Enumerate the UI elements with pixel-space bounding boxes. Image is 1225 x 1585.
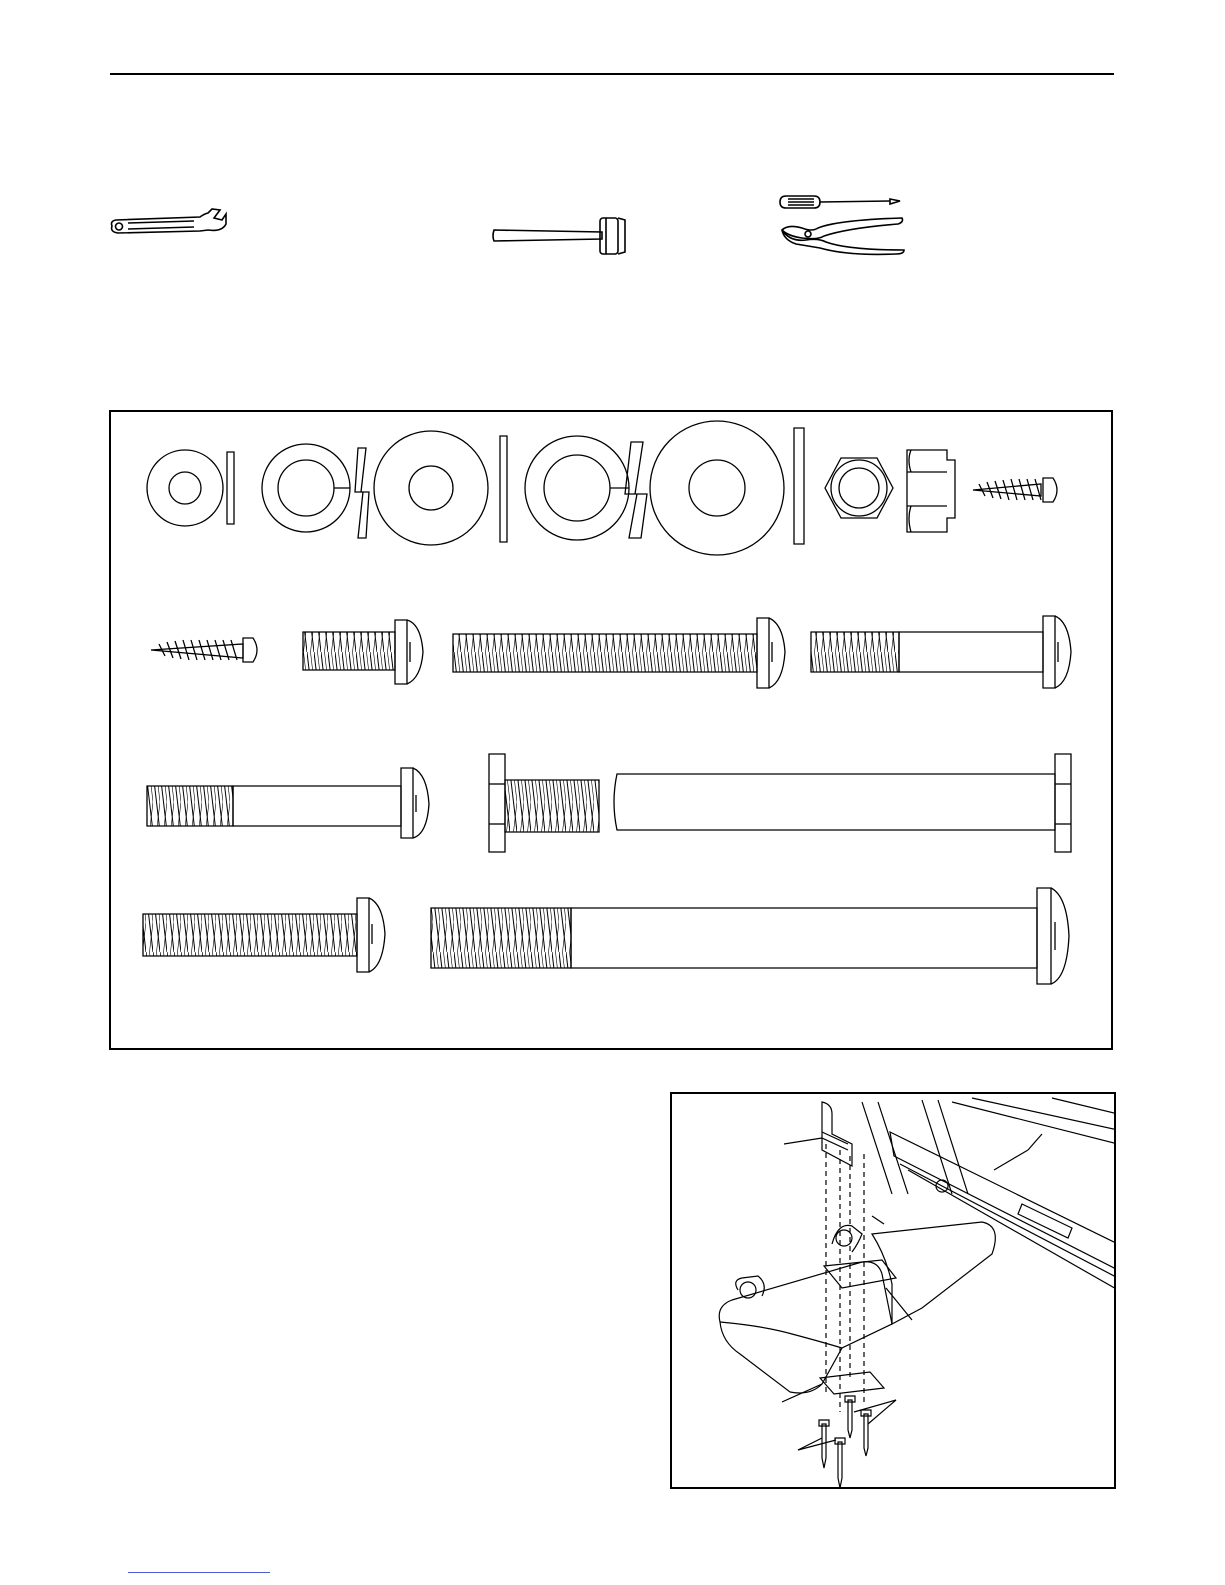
axle-bolt [489, 754, 1071, 852]
hex-nut [825, 458, 893, 518]
screwdriver-pliers-icon [778, 194, 908, 258]
adjustable-wrench-icon [108, 208, 228, 242]
flat-washer-large [650, 421, 804, 555]
flat-washer-medium [374, 431, 507, 545]
bolt-partial-2 [147, 768, 429, 838]
split-washer-medium [525, 436, 647, 540]
flat-washer-small [147, 450, 234, 526]
hardware-box [109, 410, 1113, 1050]
bolt-long-threaded [453, 618, 785, 688]
rubber-mallet-icon [492, 214, 632, 258]
bolt-partial [811, 616, 1071, 688]
pedal-assembly-figure [670, 1092, 1116, 1489]
nylon-locknut [907, 450, 955, 532]
screw-b [151, 638, 257, 662]
bolt-medium [143, 898, 385, 972]
top-rule [110, 73, 1114, 75]
screw-a [973, 478, 1057, 502]
split-washer-small [262, 444, 369, 538]
bolt-short [303, 620, 423, 684]
bottom-link-underline [128, 1572, 270, 1573]
bolt-extra-long [431, 888, 1069, 984]
